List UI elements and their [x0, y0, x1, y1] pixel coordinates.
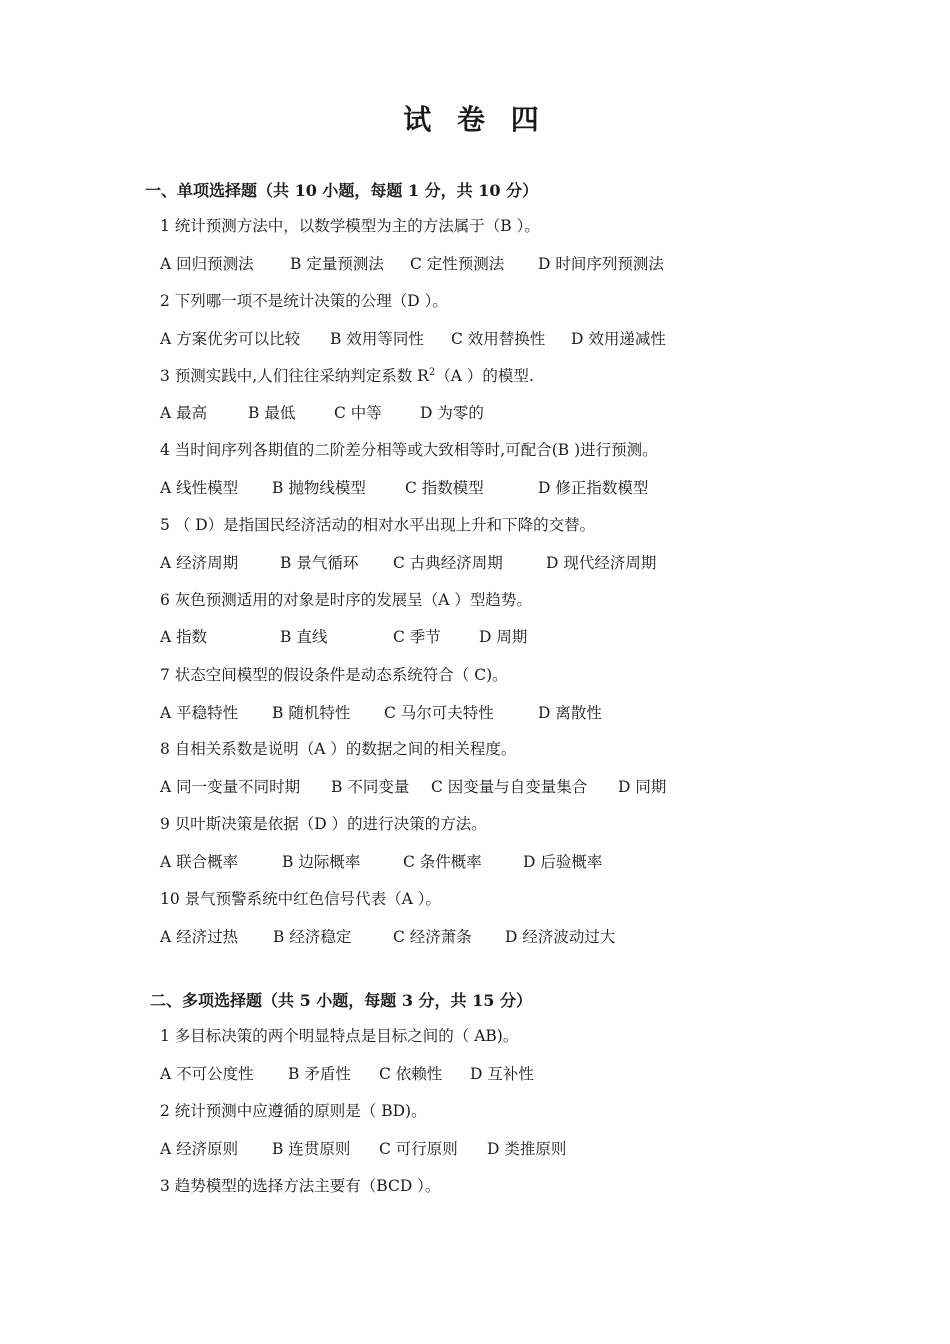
question-2: 2 下列哪一项不是统计决策的公理（D ）。 [160, 292, 448, 310]
mc-question-1-options [160, 1064, 534, 1084]
option-d: D 效用递减性 [571, 330, 666, 348]
question-1: 1 统计预测方法中，以数学模型为主的方法属于（B ）。 [160, 217, 540, 235]
section-heading-multiple-choice: 二、多项选择题（共 5 小题，每题 3 分，共 15 分） [150, 991, 532, 1010]
option-b: B 不同变量 [331, 778, 410, 796]
option-d: D 为零的 [420, 404, 484, 422]
option-c: C 指数模型 [405, 479, 484, 497]
option-b: B 随机特性 [272, 704, 351, 722]
option-b: B 连贯原则 [272, 1140, 351, 1158]
option-b: B 效用等同性 [330, 330, 424, 348]
option-d: D 同期 [618, 778, 667, 796]
option-c: C 因变量与自变量集合 [431, 778, 588, 796]
question-6-options [160, 627, 527, 647]
question-4: 4 当时间序列各期值的二阶差分相等或大致相等时,可配合(B )进行预测。 [160, 441, 658, 459]
question-3-superscript: 2 [428, 366, 436, 378]
option-a: A 线性模型 [160, 479, 239, 497]
question-7: 7 状态空间模型的假设条件是动态系统符合（ C)。 [160, 666, 508, 684]
option-c: C 马尔可夫特性 [384, 704, 494, 722]
question-10: 10 景气预警系统中红色信号代表（A ）。 [160, 890, 442, 908]
option-b: B 边际概率 [282, 853, 361, 871]
option-a: A 联合概率 [160, 853, 239, 871]
option-d: D 现代经济周期 [546, 554, 657, 572]
option-a: A 回归预测法 [160, 255, 254, 273]
mc-question-2-options [160, 1139, 566, 1159]
mc-question-1: 1 多目标决策的两个明显特点是目标之间的（ AB)。 [160, 1027, 519, 1045]
question-10-options [160, 927, 615, 947]
option-b: B 抛物线模型 [272, 479, 366, 497]
option-d: D 后验概率 [523, 853, 603, 871]
question-8: 8 自相关系数是说明（A ）的数据之间的相关程度。 [160, 740, 517, 758]
question-8-options [160, 777, 666, 797]
option-c: C 季节 [393, 628, 441, 646]
option-d: D 修正指数模型 [538, 479, 649, 497]
option-c: C 经济萧条 [393, 928, 472, 946]
question-5: 5 （ D）是指国民经济活动的相对水平出现上升和下降的交替。 [160, 516, 596, 534]
question-3-text: 3 预测实践中,人们往往采纳判定系数 R [160, 367, 429, 385]
question-6: 6 灰色预测适用的对象是时序的发展呈（A ）型趋势。 [160, 591, 532, 609]
option-c: C 定性预测法 [410, 255, 505, 273]
option-b: B 景气循环 [280, 554, 359, 572]
question-3-options [160, 403, 484, 423]
option-b: B 经济稳定 [273, 928, 352, 946]
option-a: A 方案优劣可以比较 [160, 330, 301, 348]
option-a: A 经济过热 [160, 928, 239, 946]
option-b: B 最低 [248, 404, 296, 422]
option-b: B 直线 [280, 628, 328, 646]
option-d: D 类推原则 [487, 1140, 567, 1158]
option-a: A 最高 [160, 404, 208, 422]
option-a: A 经济周期 [160, 554, 239, 572]
option-d: D 互补性 [470, 1065, 534, 1083]
question-9-options [160, 852, 602, 872]
question-2-options [160, 329, 666, 349]
option-c: C 依赖性 [379, 1065, 443, 1083]
mc-question-3: 3 趋势模型的选择方法主要有（BCD ）。 [160, 1177, 441, 1195]
option-d: D 经济波动过大 [505, 928, 616, 946]
question-5-options [160, 553, 656, 573]
option-a: A 同一变量不同时期 [160, 778, 301, 796]
option-a: A 平稳特性 [160, 704, 239, 722]
question-1-options [160, 254, 664, 274]
option-a: A 不可公度性 [160, 1065, 254, 1083]
page-title: 试 卷 四 [403, 103, 547, 136]
option-d: D 周期 [479, 628, 528, 646]
mc-question-2: 2 统计预测中应遵循的原则是（ BD)。 [160, 1102, 427, 1120]
question-7-options [160, 703, 602, 723]
option-c: C 可行原则 [379, 1140, 458, 1158]
option-a: A 指数 [160, 628, 208, 646]
option-b: B 定量预测法 [290, 255, 384, 273]
question-4-options [160, 478, 648, 498]
question-3-text-end: （A ）的模型. [435, 367, 534, 385]
section-heading-single-choice: 一、单项选择题（共 10 小题，每题 1 分，共 10 分） [145, 181, 539, 200]
option-c: C 中等 [334, 404, 382, 422]
option-c: C 古典经济周期 [393, 554, 503, 572]
option-d: D 离散性 [538, 704, 602, 722]
option-b: B 矛盾性 [288, 1065, 351, 1083]
option-d: D 时间序列预测法 [538, 255, 664, 273]
option-c: C 效用替换性 [451, 330, 546, 348]
option-c: C 条件概率 [403, 853, 482, 871]
question-9: 9 贝叶斯决策是依据（D ）的进行决策的方法。 [160, 815, 487, 833]
question-3 [160, 366, 534, 386]
option-a: A 经济原则 [160, 1140, 239, 1158]
